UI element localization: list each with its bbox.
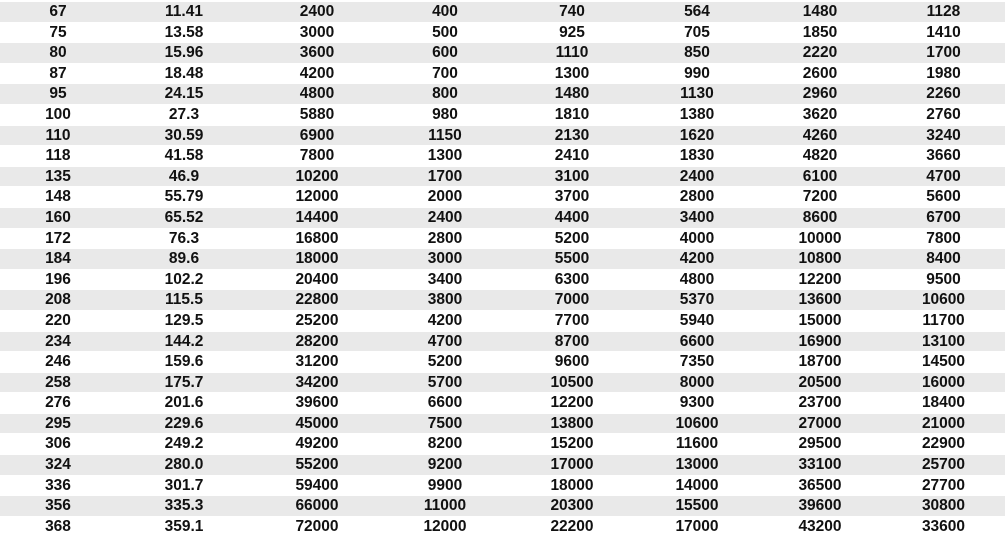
table-cell: 3700 xyxy=(508,187,636,208)
table-row xyxy=(0,228,1005,249)
table-cell: 5200 xyxy=(382,352,508,373)
table-cell: 11700 xyxy=(882,310,1005,331)
table-cell: 18000 xyxy=(508,475,636,496)
table-cell: 39600 xyxy=(758,496,882,517)
table-cell: 16000 xyxy=(882,372,1005,393)
table-cell: 2260 xyxy=(882,84,1005,105)
table-cell: 18000 xyxy=(252,249,382,270)
table-cell: 49200 xyxy=(252,434,382,455)
table-cell: 25200 xyxy=(252,310,382,331)
table-cell: 22800 xyxy=(252,290,382,311)
table-cell: 10800 xyxy=(758,249,882,270)
table-cell: 5700 xyxy=(382,372,508,393)
table-cell: 280.0 xyxy=(116,455,252,476)
table-cell: 22200 xyxy=(508,516,636,537)
table-row xyxy=(0,496,1005,517)
table-cell: 15200 xyxy=(508,434,636,455)
table-cell: 16800 xyxy=(252,228,382,249)
table-cell: 33600 xyxy=(882,516,1005,537)
table-cell: 7000 xyxy=(508,290,636,311)
table-cell: 2960 xyxy=(758,84,882,105)
table-cell: 27700 xyxy=(882,475,1005,496)
table-cell: 1150 xyxy=(382,125,508,146)
table-row xyxy=(0,84,1005,105)
table-cell: 8400 xyxy=(882,249,1005,270)
table-cell: 100 xyxy=(0,104,116,125)
table-cell: 1830 xyxy=(636,146,758,167)
spec-table-container xyxy=(0,2,1005,537)
table-cell: 14500 xyxy=(882,352,1005,373)
table-cell: 87 xyxy=(0,63,116,84)
table-cell: 160 xyxy=(0,207,116,228)
table-cell: 4820 xyxy=(758,146,882,167)
table-row xyxy=(0,434,1005,455)
table-cell: 24.15 xyxy=(116,84,252,105)
table-cell: 6100 xyxy=(758,166,882,187)
table-cell: 220 xyxy=(0,310,116,331)
table-cell: 295 xyxy=(0,413,116,434)
table-cell: 368 xyxy=(0,516,116,537)
table-cell: 7700 xyxy=(508,310,636,331)
table-cell: 4700 xyxy=(382,331,508,352)
table-cell: 2600 xyxy=(758,63,882,84)
table-cell: 5940 xyxy=(636,310,758,331)
table-cell: 5600 xyxy=(882,187,1005,208)
table-cell: 20300 xyxy=(508,496,636,517)
table-cell: 55200 xyxy=(252,455,382,476)
table-cell: 33100 xyxy=(758,455,882,476)
table-cell: 3800 xyxy=(382,290,508,311)
table-cell: 23700 xyxy=(758,393,882,414)
table-row xyxy=(0,249,1005,270)
table-row xyxy=(0,187,1005,208)
table-row xyxy=(0,104,1005,125)
table-cell: 400 xyxy=(382,2,508,22)
table-cell: 705 xyxy=(636,22,758,43)
table-cell: 12200 xyxy=(758,269,882,290)
table-cell: 118 xyxy=(0,146,116,167)
table-row xyxy=(0,207,1005,228)
table-cell: 65.52 xyxy=(116,207,252,228)
table-cell: 3000 xyxy=(382,249,508,270)
table-cell: 28200 xyxy=(252,331,382,352)
table-cell: 20500 xyxy=(758,372,882,393)
table-cell: 1810 xyxy=(508,104,636,125)
table-cell: 1480 xyxy=(508,84,636,105)
table-cell: 36500 xyxy=(758,475,882,496)
table-cell: 13100 xyxy=(882,331,1005,352)
table-cell: 2800 xyxy=(382,228,508,249)
table-cell: 6700 xyxy=(882,207,1005,228)
table-cell: 1410 xyxy=(882,22,1005,43)
table-cell: 7350 xyxy=(636,352,758,373)
table-cell: 43200 xyxy=(758,516,882,537)
table-cell: 700 xyxy=(382,63,508,84)
table-cell: 66000 xyxy=(252,496,382,517)
table-row xyxy=(0,310,1005,331)
table-cell: 80 xyxy=(0,43,116,64)
table-cell: 3600 xyxy=(252,43,382,64)
table-cell: 2000 xyxy=(382,187,508,208)
table-row xyxy=(0,22,1005,43)
table-cell: 18400 xyxy=(882,393,1005,414)
table-cell: 6900 xyxy=(252,125,382,146)
table-cell: 135 xyxy=(0,166,116,187)
table-cell: 6600 xyxy=(382,393,508,414)
table-cell: 14400 xyxy=(252,207,382,228)
table-cell: 1850 xyxy=(758,22,882,43)
table-cell: 21000 xyxy=(882,413,1005,434)
table-cell: 1130 xyxy=(636,84,758,105)
table-cell: 2400 xyxy=(636,166,758,187)
table-cell: 1700 xyxy=(882,43,1005,64)
table-row xyxy=(0,516,1005,537)
table-cell: 10200 xyxy=(252,166,382,187)
table-cell: 39600 xyxy=(252,393,382,414)
table-row xyxy=(0,393,1005,414)
table-cell: 7500 xyxy=(382,413,508,434)
table-cell: 335.3 xyxy=(116,496,252,517)
table-cell: 2400 xyxy=(382,207,508,228)
table-cell: 11.41 xyxy=(116,2,252,22)
table-cell: 306 xyxy=(0,434,116,455)
table-cell: 27.3 xyxy=(116,104,252,125)
table-cell: 600 xyxy=(382,43,508,64)
table-cell: 9300 xyxy=(636,393,758,414)
table-cell: 13000 xyxy=(636,455,758,476)
table-cell: 4000 xyxy=(636,228,758,249)
table-row xyxy=(0,146,1005,167)
table-cell: 336 xyxy=(0,475,116,496)
table-cell: 4200 xyxy=(636,249,758,270)
table-cell: 110 xyxy=(0,125,116,146)
table-cell: 5880 xyxy=(252,104,382,125)
table-cell: 1300 xyxy=(382,146,508,167)
table-cell: 4260 xyxy=(758,125,882,146)
table-cell: 2410 xyxy=(508,146,636,167)
table-cell: 172 xyxy=(0,228,116,249)
table-cell: 10600 xyxy=(636,413,758,434)
table-cell: 6300 xyxy=(508,269,636,290)
table-cell: 34200 xyxy=(252,372,382,393)
table-row xyxy=(0,331,1005,352)
table-cell: 184 xyxy=(0,249,116,270)
table-cell: 115.5 xyxy=(116,290,252,311)
table-cell: 11600 xyxy=(636,434,758,455)
table-cell: 4400 xyxy=(508,207,636,228)
table-cell: 76.3 xyxy=(116,228,252,249)
table-cell: 1128 xyxy=(882,2,1005,22)
table-cell: 4700 xyxy=(882,166,1005,187)
table-cell: 20400 xyxy=(252,269,382,290)
table-cell: 8700 xyxy=(508,331,636,352)
table-cell: 3000 xyxy=(252,22,382,43)
table-cell: 1300 xyxy=(508,63,636,84)
table-cell: 3100 xyxy=(508,166,636,187)
table-cell: 10500 xyxy=(508,372,636,393)
table-cell: 129.5 xyxy=(116,310,252,331)
table-cell: 14000 xyxy=(636,475,758,496)
table-cell: 95 xyxy=(0,84,116,105)
table-cell: 75 xyxy=(0,22,116,43)
table-cell: 3660 xyxy=(882,146,1005,167)
table-cell: 9900 xyxy=(382,475,508,496)
table-cell: 159.6 xyxy=(116,352,252,373)
table-cell: 5200 xyxy=(508,228,636,249)
table-cell: 41.58 xyxy=(116,146,252,167)
table-cell: 5500 xyxy=(508,249,636,270)
table-row xyxy=(0,475,1005,496)
table-cell: 2130 xyxy=(508,125,636,146)
table-cell: 102.2 xyxy=(116,269,252,290)
table-cell: 9600 xyxy=(508,352,636,373)
table-cell: 1110 xyxy=(508,43,636,64)
table-cell: 17000 xyxy=(636,516,758,537)
table-cell: 22900 xyxy=(882,434,1005,455)
table-cell: 72000 xyxy=(252,516,382,537)
table-cell: 17000 xyxy=(508,455,636,476)
table-cell: 2800 xyxy=(636,187,758,208)
table-cell: 30800 xyxy=(882,496,1005,517)
table-cell: 1380 xyxy=(636,104,758,125)
table-cell: 25700 xyxy=(882,455,1005,476)
table-cell: 15000 xyxy=(758,310,882,331)
table-cell: 13.58 xyxy=(116,22,252,43)
table-cell: 564 xyxy=(636,2,758,22)
table-cell: 67 xyxy=(0,2,116,22)
table-row xyxy=(0,63,1005,84)
table-cell: 29500 xyxy=(758,434,882,455)
table-cell: 144.2 xyxy=(116,331,252,352)
table-cell: 1700 xyxy=(382,166,508,187)
table-row xyxy=(0,125,1005,146)
table-cell: 201.6 xyxy=(116,393,252,414)
table-cell: 15500 xyxy=(636,496,758,517)
table-cell: 15.96 xyxy=(116,43,252,64)
table-cell: 148 xyxy=(0,187,116,208)
table-cell: 11000 xyxy=(382,496,508,517)
table-cell: 4200 xyxy=(252,63,382,84)
table-cell: 800 xyxy=(382,84,508,105)
table-row xyxy=(0,269,1005,290)
table-cell: 31200 xyxy=(252,352,382,373)
table-cell: 740 xyxy=(508,2,636,22)
table-cell: 12200 xyxy=(508,393,636,414)
table-cell: 9500 xyxy=(882,269,1005,290)
table-cell: 18700 xyxy=(758,352,882,373)
table-cell: 8000 xyxy=(636,372,758,393)
table-cell: 359.1 xyxy=(116,516,252,537)
table-cell: 16900 xyxy=(758,331,882,352)
table-cell: 175.7 xyxy=(116,372,252,393)
table-cell: 27000 xyxy=(758,413,882,434)
table-cell: 196 xyxy=(0,269,116,290)
table-cell: 12000 xyxy=(252,187,382,208)
table-row xyxy=(0,2,1005,22)
table-cell: 7800 xyxy=(882,228,1005,249)
table-cell: 234 xyxy=(0,331,116,352)
table-row xyxy=(0,290,1005,311)
table-cell: 7800 xyxy=(252,146,382,167)
table-cell: 3400 xyxy=(636,207,758,228)
table-cell: 3240 xyxy=(882,125,1005,146)
spec-table xyxy=(0,2,1005,537)
table-cell: 55.79 xyxy=(116,187,252,208)
table-cell: 925 xyxy=(508,22,636,43)
table-cell: 2220 xyxy=(758,43,882,64)
table-cell: 229.6 xyxy=(116,413,252,434)
table-cell: 6600 xyxy=(636,331,758,352)
table-row xyxy=(0,352,1005,373)
table-cell: 980 xyxy=(382,104,508,125)
table-cell: 1620 xyxy=(636,125,758,146)
table-row xyxy=(0,455,1005,476)
table-cell: 30.59 xyxy=(116,125,252,146)
table-cell: 249.2 xyxy=(116,434,252,455)
table-cell: 8600 xyxy=(758,207,882,228)
table-cell: 276 xyxy=(0,393,116,414)
table-cell: 4200 xyxy=(382,310,508,331)
table-cell: 4800 xyxy=(252,84,382,105)
table-cell: 301.7 xyxy=(116,475,252,496)
table-cell: 850 xyxy=(636,43,758,64)
table-cell: 89.6 xyxy=(116,249,252,270)
table-cell: 1480 xyxy=(758,2,882,22)
table-cell: 208 xyxy=(0,290,116,311)
table-cell: 246 xyxy=(0,352,116,373)
table-cell: 13800 xyxy=(508,413,636,434)
table-cell: 13600 xyxy=(758,290,882,311)
table-row xyxy=(0,413,1005,434)
table-cell: 59400 xyxy=(252,475,382,496)
table-cell: 7200 xyxy=(758,187,882,208)
table-cell: 46.9 xyxy=(116,166,252,187)
table-cell: 356 xyxy=(0,496,116,517)
table-row xyxy=(0,166,1005,187)
table-cell: 10000 xyxy=(758,228,882,249)
table-cell: 45000 xyxy=(252,413,382,434)
table-cell: 4800 xyxy=(636,269,758,290)
table-cell: 9200 xyxy=(382,455,508,476)
table-cell: 2760 xyxy=(882,104,1005,125)
table-cell: 12000 xyxy=(382,516,508,537)
table-cell: 3620 xyxy=(758,104,882,125)
table-row xyxy=(0,43,1005,64)
table-cell: 1980 xyxy=(882,63,1005,84)
table-cell: 5370 xyxy=(636,290,758,311)
table-cell: 8200 xyxy=(382,434,508,455)
table-cell: 2400 xyxy=(252,2,382,22)
table-cell: 10600 xyxy=(882,290,1005,311)
table-cell: 258 xyxy=(0,372,116,393)
table-row xyxy=(0,372,1005,393)
table-cell: 3400 xyxy=(382,269,508,290)
table-cell: 500 xyxy=(382,22,508,43)
table-cell: 18.48 xyxy=(116,63,252,84)
table-body xyxy=(0,2,1005,537)
table-cell: 324 xyxy=(0,455,116,476)
table-cell: 990 xyxy=(636,63,758,84)
